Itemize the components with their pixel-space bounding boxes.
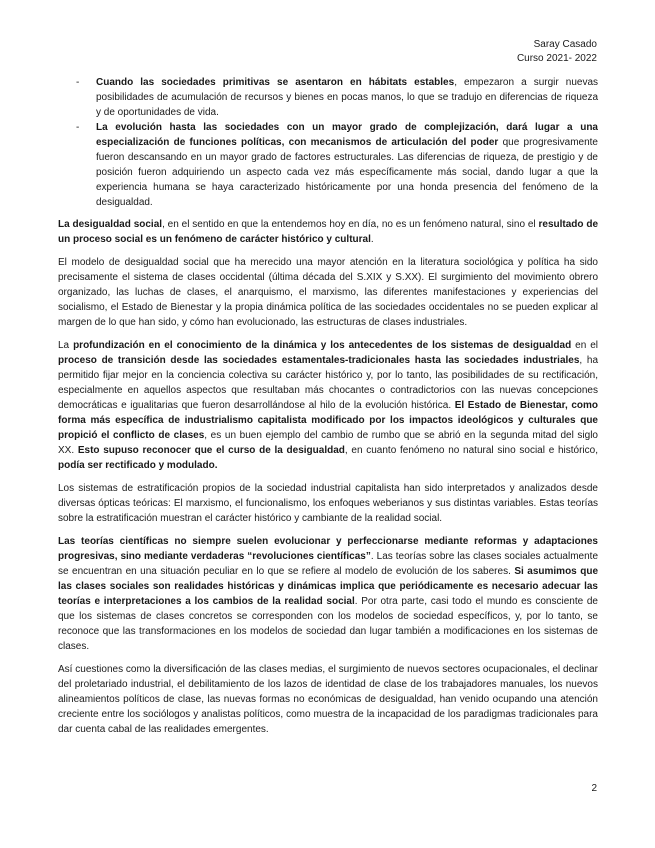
bold-text: profundización en el conocimiento de la dinámica y los antecedentes de los sistemas de desigualdad (73, 340, 572, 351)
body-text: . Las teorías sobre las clases sociales actualmente se encuentran en una situación peculiar en lo que se refiere al modelo de evolución de los saberes. (58, 551, 599, 577)
body-text: , ha permitido fijar mejor en la conciencia colectiva su carácter histórico y, por lo tanto, las posibilidades de su rectificación, especialmente en aquellos aspectos que resultaban más chocantes o contradictorios con las nuevas concepciones democráticas e igualitarias que fueron desarrollándose al hilo de la evolución histórica. (58, 355, 598, 411)
body-text: , es un buen ejemplo del cambio de rumbo que se abrió en la segunda mitad del siglo XX. (58, 430, 598, 456)
paragraph-desigualdad-social (58, 217, 598, 247)
body-text: Los sistemas de estratificación propios de la sociedad industrial capitalista han sido interpretados y analizados desde diversas ópticas teóricas: El marxismo, el funcionalismo, los enfoques weberianos y sus distintas variables. Estas teorías sobre la estratificación muestran el carácter histórico y cambiante de la realidad social. (58, 483, 598, 524)
bold-text: Si asumimos que las clases sociales son realidades históricas y dinámicas implica que periódicamente es necesario adecuar las teorías e interpretaciones a los cambios de la realidad social (58, 566, 599, 607)
bold-text: resultado de un proceso social es un fenómeno de carácter histórico y cultural (58, 219, 599, 245)
body-text: El modelo de desigualdad social que ha merecido una mayor atención en la literatura sociológica y política ha sido precisamente el sistema de clases occidental (última década del S.XIX y S.XX). El surgimiento del movimiento obrero organizado, las luchas de clases, el anarquismo, el marxismo, las diferentes manifestaciones y experiencias del socialismo, el Estado de Bienestar y la propia dinámica política de las sociedades occidentales no se pueden explicar al margen de lo que han sido, y cómo han evolucionado, las estructuras de clases industriales. (58, 257, 598, 328)
bold-text: proceso de transición desde las sociedades estamentales-tradicionales hasta las sociedades industriales (58, 355, 580, 366)
body-text: . (370, 234, 374, 245)
bold-text: Las teorías científicas no siempre suelen evolucionar y perfeccionarse mediante reformas y adaptaciones progresivas, sino mediante verdaderas “revoluciones científicas” (58, 536, 598, 562)
list-item (58, 120, 598, 210)
bold-text: La evolución hasta las sociedades con un mayor grado de complejización, dará lugar a una especialización de funciones políticas, con mecanismos de articulación del poder (96, 122, 598, 148)
bold-text: Cuando las sociedades primitivas se asentaron en hábitats estables (96, 77, 455, 88)
bullet-list (58, 75, 598, 210)
body-text: Así cuestiones como la diversificación de las clases medias, el surgimiento de nuevos sectores ocupacionales, el declinar del proletariado industrial, el debilitamiento de los lazos de identidad de clase de los trabajadores manuales, los nuevos alineamientos políticos de clase, las nuevas formas no económicas de desigualdad, han venido ocupando una atención creciente entre los sociólogos y analistas políticos, como muestra de la incapacidad de los paradigmas tradicionales para dar cuenta cabal de las realidades emergentes. (58, 664, 598, 735)
bold-text: podía ser rectificado y modulado. (58, 460, 218, 471)
bullet-dash: - (76, 77, 80, 88)
body-text: en el (571, 340, 599, 351)
course-label: Curso 2021- 2022 (516, 53, 597, 64)
paragraph-teorias (58, 534, 598, 654)
page-header (517, 38, 597, 66)
bold-text: Esto supuso reconocer que el curso de la desigualdad (77, 445, 345, 456)
document-body (58, 75, 598, 745)
body-text: , en cuanto fenómeno no natural sino social e histórico, (344, 445, 598, 456)
bullet-dash: - (76, 122, 80, 133)
body-text: La (58, 340, 74, 351)
body-text: que progresivamente fueron descansando en un mayor grado de factores estructurales. Las diferencias de riqueza, de prestigio y de posición fueron adquiriendo un aspecto cada vez más específicamente más social, dando lugar a que la experiencia humana se haya caracterizado históricamente por una honda presencia del fenómeno de la desigualdad. (96, 137, 598, 208)
author-name: Saray Casado (533, 39, 597, 50)
bold-text: La desigualdad social (58, 219, 163, 230)
list-item (58, 75, 598, 120)
body-text: . Por otra parte, casi todo el mundo es consciente de que los sistemas de clases concretos se corresponden con los modelos de sociedad específicos, y, por lo tanto, se reconoce que las transformaciones en los modelos de sociedad dan lugar también a modificaciones en los sistemas de clases. (58, 596, 598, 652)
page-number: 2 (591, 783, 597, 794)
body-text: , en el sentido en que la entendemos hoy en día, no es un fenómeno natural, sino el (162, 219, 539, 230)
paragraph-profundizacion (58, 338, 598, 473)
paragraph-cuestiones (58, 662, 598, 737)
paragraph-estratificacion (58, 481, 598, 526)
body-text: , empezaron a surgir nuevas posibilidades de acumulación de recursos y bienes en pocas manos, lo que se tradujo en diferencias de riqueza y de oportunidades de vida. (96, 77, 599, 118)
bold-text: El Estado de Bienestar, como forma más específica de industrialismo capitalista modificado por los impactos ideológicos y culturales que propició el conflicto de clases (58, 400, 598, 441)
paragraph-modelo-clases (58, 255, 598, 330)
